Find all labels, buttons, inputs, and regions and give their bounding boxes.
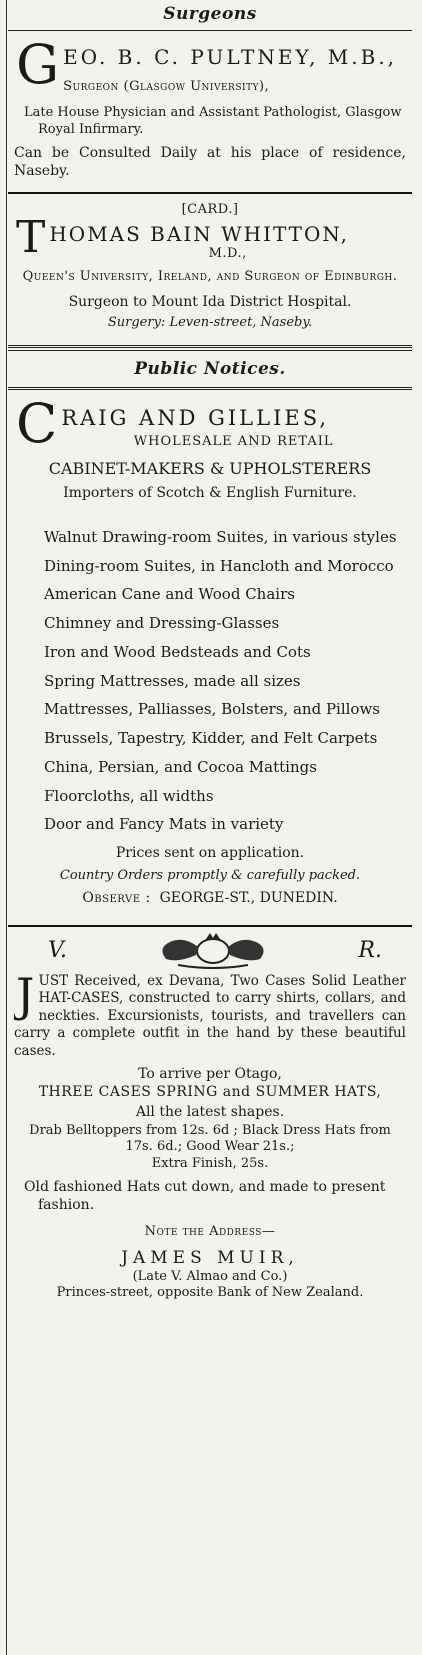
- list-item: Door and Fancy Mats in variety: [44, 815, 284, 834]
- public-notices-header: Public Notices.: [134, 359, 286, 380]
- observe-label: Observe :: [82, 889, 151, 906]
- list-item: Spring Mattresses, made all sizes: [44, 671, 301, 690]
- list-item: Walnut Drawing-room Suites, in various styles: [44, 527, 397, 546]
- whitton-ad: [8, 194, 412, 335]
- whitton-university: Queen's University, Ireland, and Surgeon of Edinburgh.: [22, 268, 398, 284]
- craig-items-list: [14, 528, 406, 834]
- whitton-card: [CARD.]: [181, 202, 239, 218]
- pulteney-line2: Can be Consulted Daily at his place of residence, Naseby.: [14, 144, 406, 179]
- muir-old: Old fashioned Hats cut down, and made to present fashion.: [24, 1178, 386, 1214]
- muir-extra: Extra Finish, 25s.: [151, 1155, 269, 1171]
- craig-gillies-ad: [8, 390, 412, 911]
- royal-emblem-row: [8, 927, 412, 973]
- whitton-name: HOMAS BAIN WHITTON,: [49, 222, 349, 247]
- list-item: Brussels, Tapestry, Kidder, and Felt Carpets: [44, 729, 378, 748]
- craig-prices: Prices sent on application.: [115, 845, 305, 862]
- pulteney-qualification: Surgeon (Glasgow University),: [63, 79, 270, 94]
- list-item: Dining-room Suites, in Hancloth and Morocco: [44, 556, 394, 575]
- muir-prices: Drab Belltoppers from 12s. 6d ; Black Dress Hats from 17s. 6d.; Good Wear 21s.;: [29, 1123, 391, 1155]
- craig-country: Country Orders promptly & carefully packed.: [59, 868, 361, 884]
- list-item: American Cane and Wood Chairs: [44, 585, 295, 604]
- list-item: Floorcloths, all widths: [44, 786, 214, 805]
- craig-importers: Importers of Scotch & English Furniture.: [63, 484, 357, 501]
- craig-name: RAIG AND GILLIES,: [61, 406, 330, 431]
- craig-dropcap: C: [16, 394, 58, 451]
- muir-note: Note the Address—: [144, 1224, 276, 1240]
- muir-arrive: To arrive per Otago,: [138, 1065, 282, 1082]
- list-item: Iron and Wood Bedsteads and Cots: [44, 642, 311, 661]
- craig-observe: [14, 889, 406, 907]
- pulteney-ad: [8, 31, 412, 184]
- divider: [8, 345, 412, 348]
- muir-dropcap: J: [16, 972, 35, 1022]
- royal-crest-icon: [138, 933, 288, 969]
- muir-intro: UST Received, ex Devana, Two Cases Solid Leather HAT-CASES, constructed to carry shirts, collars, and neckties. Excursionists, tourists, and travellers can carry a complete outfit in the hand by these beautiful cases.: [14, 972, 406, 1059]
- list-item: Mattresses, Palliasses, Bolsters, and Pillows: [44, 700, 380, 719]
- muir-shapes: All the latest shapes.: [135, 1103, 285, 1120]
- observe-value: GEORGE-ST., DUNEDIN.: [159, 889, 338, 906]
- pulteney-line1: Late House Physician and Assistant Pathologist, Glasgow Royal Infirmary.: [24, 105, 402, 137]
- muir-late: (Late V. Almao and Co.): [132, 1268, 288, 1284]
- craig-trade: CABINET-MAKERS & UPHOLSTERERS: [48, 458, 372, 478]
- emblem-r: R.: [358, 938, 382, 964]
- whitton-hospital: Surgeon to Mount Ida District Hospital.: [68, 293, 352, 310]
- list-item: Chimney and Dressing-Glasses: [44, 614, 280, 633]
- whitton-dropcap: T: [16, 218, 46, 263]
- left-column-rule: [6, 0, 7, 1655]
- pulteney-dropcap: G: [16, 35, 60, 96]
- pulteney-name: EO. B. C. PULTNEY, M.B.,: [63, 45, 398, 69]
- craig-sub: WHOLESALE AND RETAIL: [133, 434, 334, 450]
- whitton-surgery: Surgery: Leven-street, Naseby.: [107, 315, 313, 331]
- muir-three-cases: THREE CASES SPRING and SUMMER HATS,: [38, 1083, 382, 1100]
- surgeons-header: Surgeons: [163, 4, 257, 24]
- whitton-degree: M.D.,: [208, 246, 247, 262]
- muir-ad: [8, 927, 412, 1306]
- muir-address: Princes-street, opposite Bank of New Zealand.: [56, 1285, 364, 1301]
- muir-name: JAMES MUIR,: [121, 1248, 299, 1269]
- emblem-v: V.: [48, 938, 68, 964]
- list-item: China, Persian, and Cocoa Mattings: [44, 757, 317, 776]
